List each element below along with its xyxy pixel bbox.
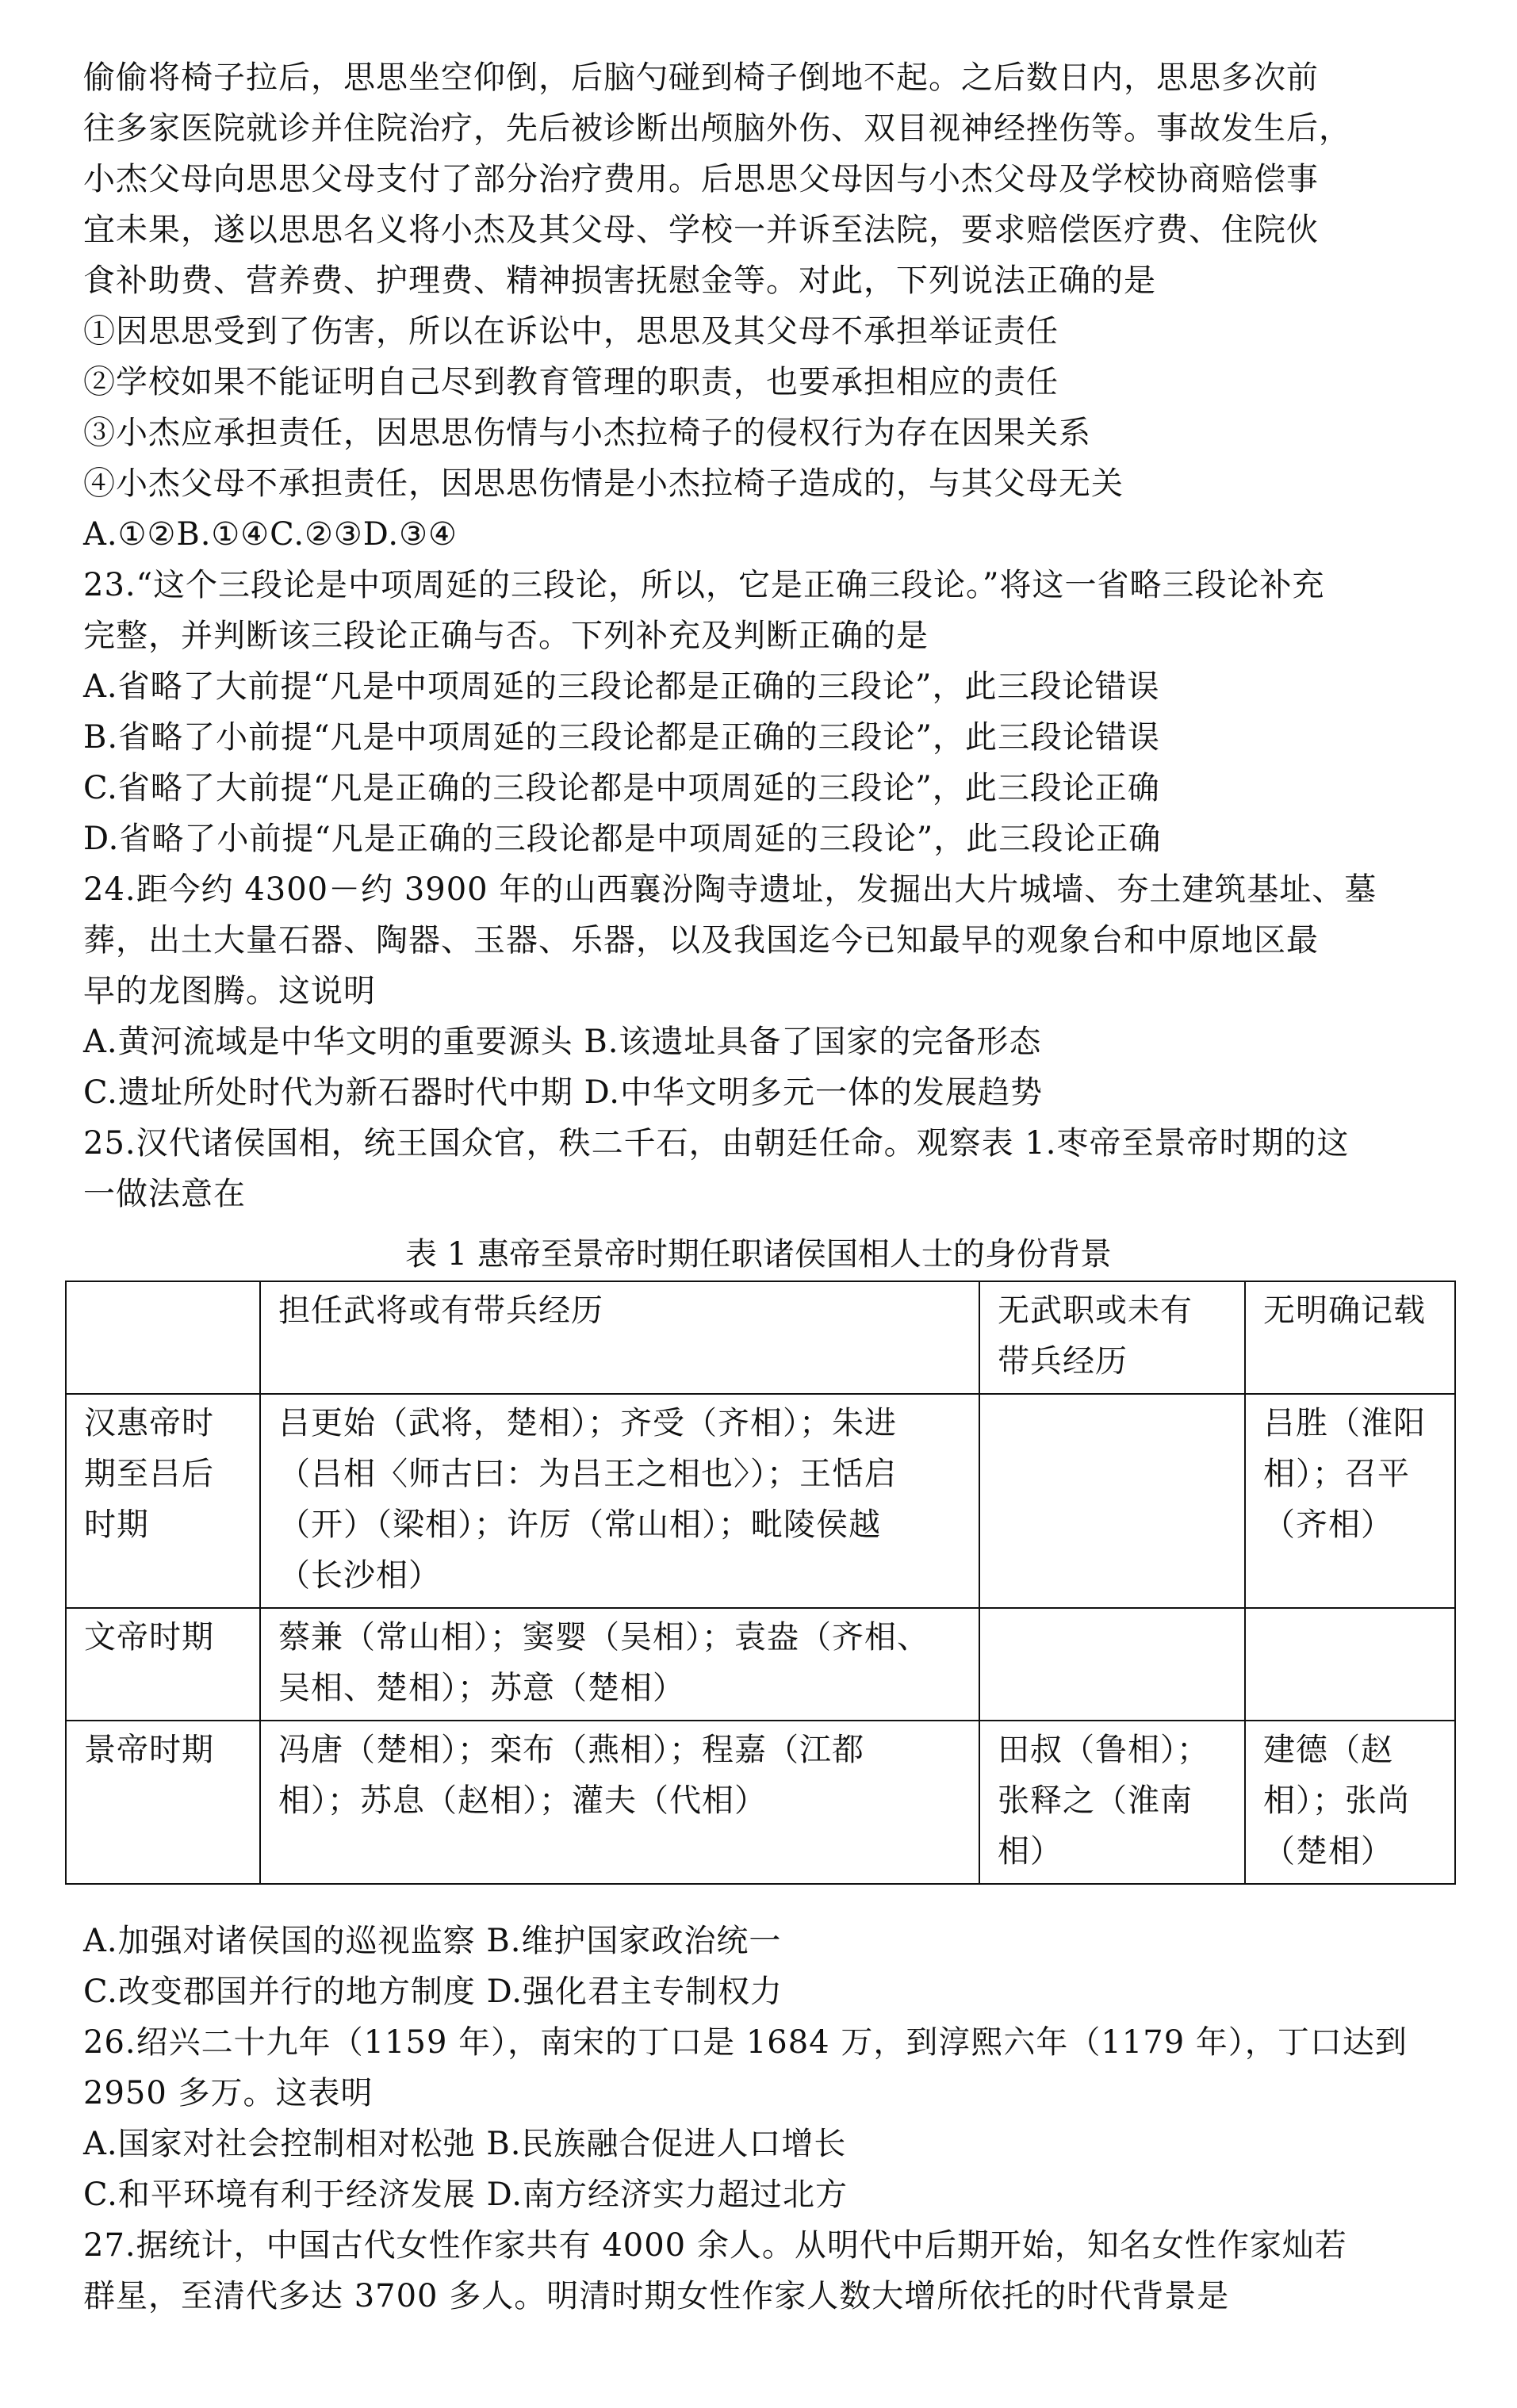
- question-26-options-cd: C.和平环境有利于经济发展 D.南方经济实力超过北方: [83, 2176, 848, 2213]
- statement-1: ①因思思受到了伤害，所以在诉讼中，思思及其父母不承担举证责任: [83, 313, 1059, 350]
- table-cell: 冯唐（楚相）；栾布（燕相）；程嘉（江都 相）；苏息（赵相）；灌夫（代相）: [260, 1721, 979, 1884]
- table-cell: [979, 1394, 1245, 1608]
- table-header-cell: 无武职或未有 带兵经历: [979, 1281, 1245, 1394]
- table-row: [66, 1394, 1455, 1608]
- statement-2: ②学校如果不能证明自己尽到教育管理的职责，也要承担相应的责任: [83, 364, 1059, 400]
- table-header-cell: 担任武将或有带兵经历: [260, 1281, 979, 1394]
- text-line: 小杰父母向思思父母支付了部分治疗费用。后思思父母因与小杰父母及学校协商赔偿事: [83, 161, 1319, 197]
- question-24-stem: 24.距今约 4300－约 3900 年的山西襄汾陶寺遗址，发掘出大片城墙、夯土建筑基址、墓: [83, 871, 1377, 908]
- table-cell-period: 文帝时期: [66, 1608, 260, 1721]
- table-row: [66, 1608, 1455, 1721]
- table-cell-period: 景帝时期: [66, 1721, 260, 1884]
- table-header-cell: [66, 1281, 260, 1394]
- question-27-stem: 27.据统计，中国古代女性作家共有 4000 余人。从明代中后期开始，知名女性作家灿若: [83, 2227, 1347, 2264]
- question-24-stem: 早的龙图腾。这说明: [83, 973, 376, 1009]
- question-24-stem: 葬，出土大量石器、陶器、玉器、乐器，以及我国迄今已知最早的观象台和中原地区最: [83, 922, 1319, 959]
- question-25-options-ab: A.加强对诸侯国的巡视监察 B.维护国家政治统一: [83, 1923, 782, 1959]
- question-22-options: A.①②B.①④C.②③D.③④: [83, 516, 458, 553]
- question-23-option-b: B.省略了小前提“凡是中项周延的三段论都是正确的三段论”，此三段论错误: [83, 719, 1161, 756]
- question-27-stem: 群星，至清代多达 3700 多人。明清时期女性作家人数大增所依托的时代背景是: [83, 2278, 1230, 2314]
- table-caption: 表 1 惠帝至景帝时期任职诸侯国相人士的身份背景: [405, 1236, 1112, 1273]
- question-26-options-ab: A.国家对社会控制相对松弛 B.民族融合促进人口增长: [83, 2126, 847, 2162]
- statement-3: ③小杰应承担责任，因思思伤情与小杰拉椅子的侵权行为存在因果关系: [83, 415, 1091, 451]
- question-25-stem: 25.汉代诸侯国相，统王国众官，秩二千石，由朝廷任命。观察表 1.枣帝至景帝时期的这: [83, 1125, 1350, 1162]
- table-cell-period: 汉惠帝时 期至吕后 时期: [66, 1394, 260, 1608]
- table-row: [66, 1721, 1455, 1884]
- text-line: 偷偷将椅子拉后，思思坐空仰倒，后脑勺碰到椅子倒地不起。之后数日内，思思多次前: [83, 59, 1319, 96]
- table-cell: 田叔（鲁相）； 张释之（淮南 相）: [979, 1721, 1245, 1884]
- question-26-stem: 2950 多万。这表明: [83, 2075, 374, 2111]
- table-header-row: [66, 1281, 1455, 1394]
- table-cell: [1245, 1608, 1455, 1721]
- table-cell: 吕胜（淮阳 相）；召平 （齐相）: [1245, 1394, 1455, 1608]
- text-line: 宜未果，遂以思思名义将小杰及其父母、学校一并诉至法院，要求赔偿医疗费、住院伙: [83, 212, 1319, 248]
- question-24-options-ab: A.黄河流域是中华文明的重要源头 B.该遗址具备了国家的完备形态: [83, 1024, 1042, 1060]
- question-23-stem: 完整，并判断该三段论正确与否。下列补充及判断正确的是: [83, 618, 929, 654]
- statement-4: ④小杰父母不承担责任，因思思伤情是小杰拉椅子造成的，与其父母无关: [83, 465, 1124, 502]
- table-cell: 蔡兼（常山相）；窦婴（吴相）；袁盎（齐相、 吴相、楚相）；苏意（楚相）: [260, 1608, 979, 1721]
- question-23-option-d: D.省略了小前提“凡是正确的三段论都是中项周延的三段论”，此三段论正确: [83, 821, 1162, 857]
- question-23-stem: 23.“这个三段论是中项周延的三段论，所以，它是正确三段论。”将这一省略三段论补充: [83, 567, 1325, 603]
- text-line: 往多家医院就诊并住院治疗，先后被诊断出颅脑外伤、双目视神经挫伤等。事故发生后，: [83, 110, 1351, 147]
- question-23-option-c: C.省略了大前提“凡是正确的三段论都是中项周延的三段论”，此三段论正确: [83, 770, 1160, 806]
- question-22-prompt-end: 食补助费、营养费、护理费、精神损害抚慰金等。对此，下列说法正确的是: [83, 262, 1156, 299]
- table-cell: 建德（赵 相）；张尚 （楚相）: [1245, 1721, 1455, 1884]
- table-header-cell: 无明确记载: [1245, 1281, 1455, 1394]
- question-25-options-cd: C.改变郡国并行的地方制度 D.强化君主专制权力: [83, 1973, 783, 2010]
- question-26-stem: 26.绍兴二十九年（1159 年），南宋的丁口是 1684 万，到淳熙六年（1179 年），丁口达到: [83, 2024, 1408, 2061]
- table-cell: 吕更始（武将，楚相）；齐受（齐相）；朱进 （吕相〈师古曰：为吕王之相也〉）；王恬启 （开）（梁相）；许厉（常山相）；毗陵侯越 （长沙相）: [260, 1394, 979, 1608]
- question-24-options-cd: C.遗址所处时代为新石器时代中期 D.中华文明多元一体的发展趋势: [83, 1074, 1043, 1111]
- background-table: [65, 1281, 1456, 1885]
- question-23-option-a: A.省略了大前提“凡是中项周延的三段论都是正确的三段论”，此三段论错误: [83, 668, 1160, 705]
- question-25-stem: 一做法意在: [83, 1176, 246, 1212]
- table-cell: [979, 1608, 1245, 1721]
